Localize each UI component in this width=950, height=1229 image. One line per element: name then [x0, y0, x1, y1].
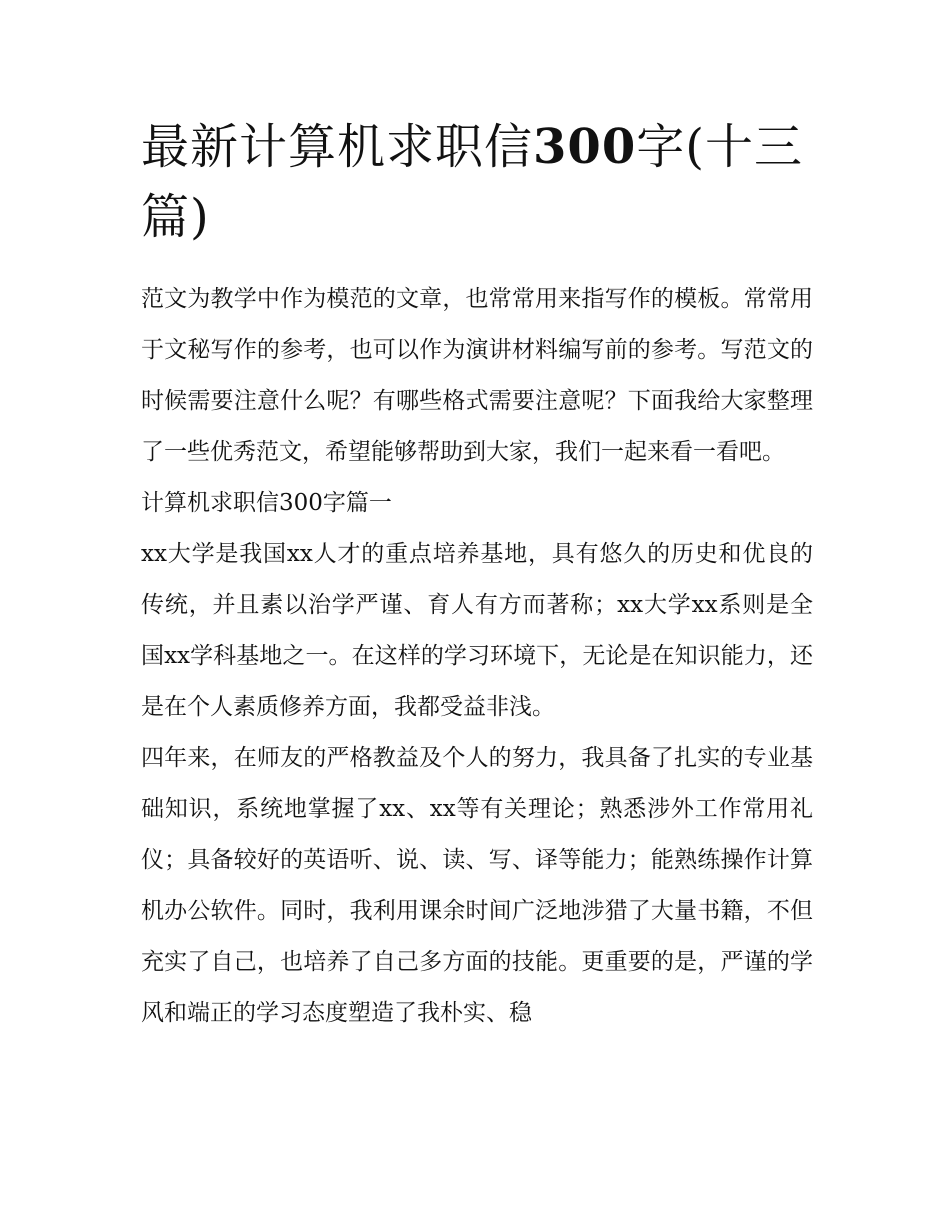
body-paragraph: xx大学是我国xx人才的重点培养基地，具有悠久的历史和优良的传统，并且素以治学严谨、育人有方而著称；xx大学xx系则是全国xx学科基地之一。在这样的学习环境下，无论是在知识能力，还是在个人素质修养方面，我都受益非浅。: [141, 541, 813, 720]
title-text-post: 字(十三篇): [141, 119, 803, 245]
intro-paragraph: 范文为教学中作为模范的文章，也常常用来指写作的模板。常常用于文秘写作的参考，也可以作为演讲材料编写前的参考。写范文的时候需要注意什么呢？有哪些格式需要注意呢？下面我给大家整理了一些优秀范文，希望能够帮助到大家，我们一起来看一看吧。: [141, 286, 813, 465]
section-heading: 计算机求职信300字篇一: [141, 490, 392, 516]
document-title: [141, 112, 813, 252]
title-text-pre: 最新计算机求职信: [141, 119, 534, 175]
document-content: [141, 112, 813, 1039]
body-paragraph: 四年来，在师友的严格教益及个人的努力，我具备了扎实的专业基础知识，系统地掌握了xx、xx等有关理论；熟悉涉外工作常用礼仪；具备较好的英语听、说、读、写、译等能力；能熟练操作计算机办公软件。同时，我利用课余时间广泛地涉猎了大量书籍，不但充实了自己，也培养了自己多方面的技能。更重要的是，严谨的学风和端正的学习态度塑造了我朴实、稳: [141, 745, 813, 1026]
title-number: 300: [533, 119, 637, 175]
